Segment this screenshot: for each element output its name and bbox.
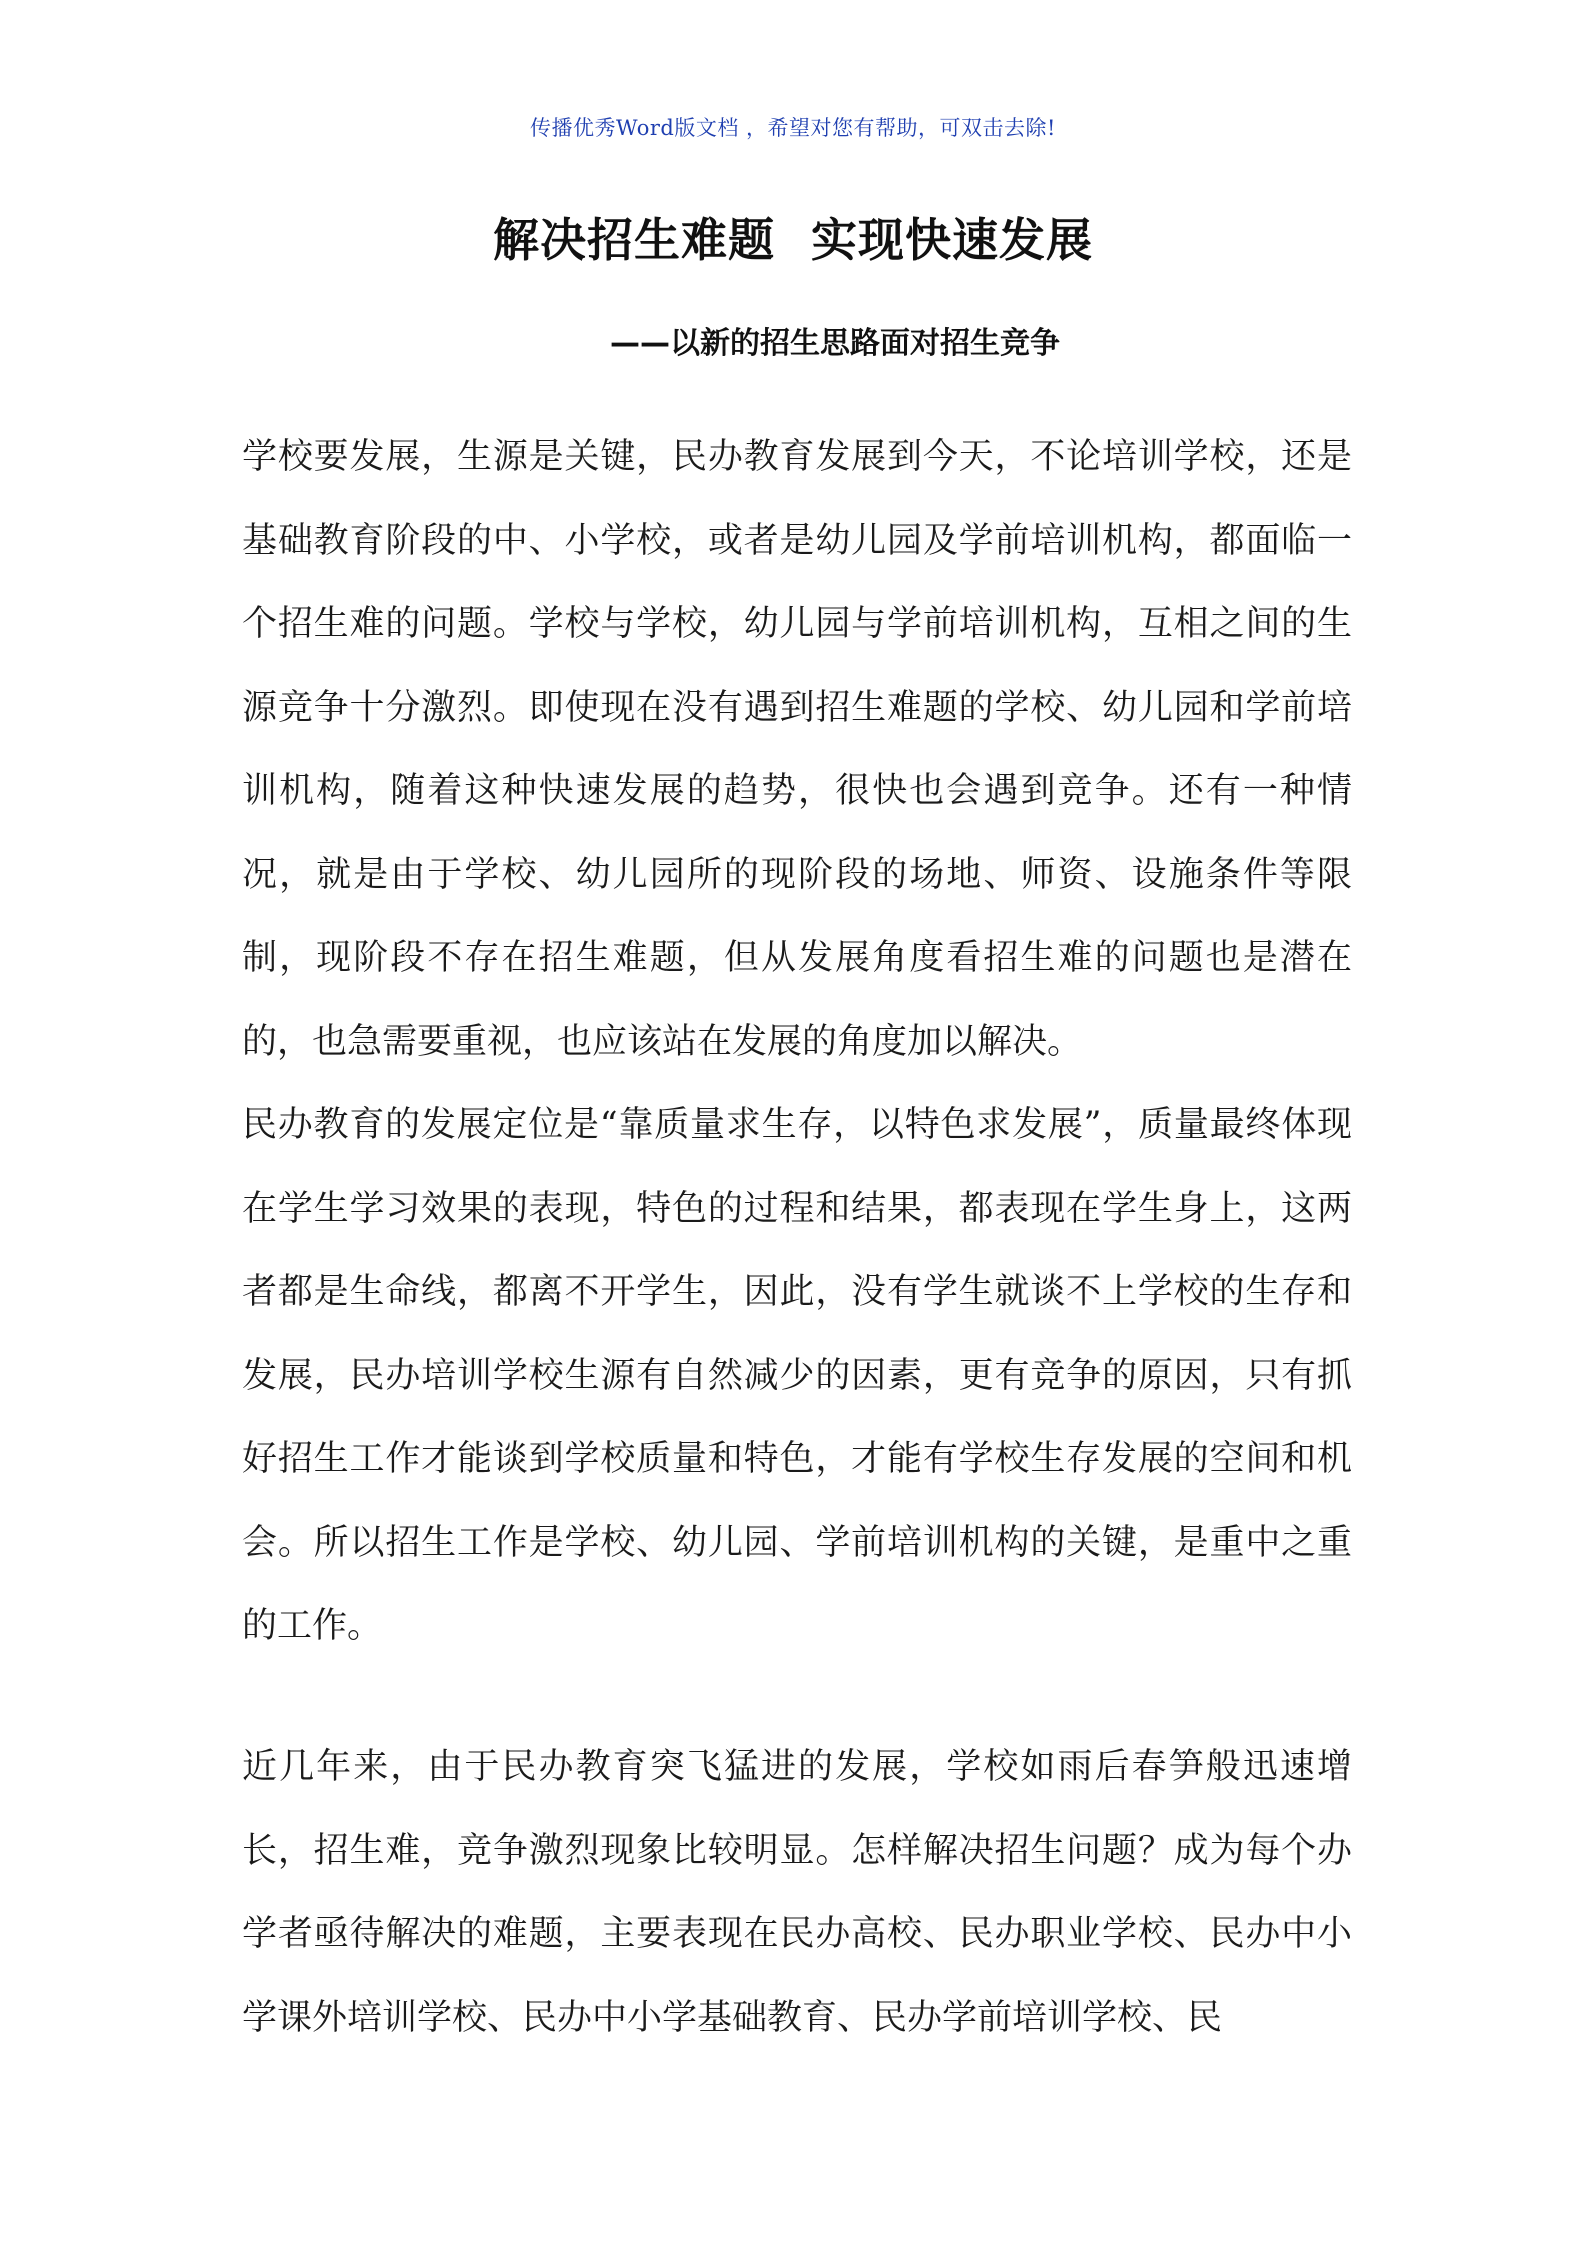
document-title [0, 204, 1586, 270]
title-part-1: 解决招生难题 [493, 213, 775, 267]
title-part-2: 实现快速发展 [811, 213, 1093, 267]
document-subtitle: ——以新的招生思路面对招生竞争 [610, 326, 1060, 361]
paragraph-2: 民办教育的发展定位是“靠质量求生存，以特色求发展”，质量最终体现在学生学习效果的表现，特色的过程和结果，都表现在学生身上，这两者都是生命线，都离不开学生，因此，没有学生就谈不上学校的生存和发展，民办培训学校生源有自然减少的因素，更有竞争的原因，只有抓好招生工作才能谈到学校质量和特色，才能有学校生存发展的空间和机会。所以招生工作是学校、幼儿园、学前培训机构的关键，是重中之重的工作。 [242, 1105, 1352, 1646]
header-note[interactable]: 传播优秀Word版文档 ，希望对您有帮助，可双击去除! [530, 116, 1056, 140]
paragraph-3: 近几年来，由于民办教育突飞猛进的发展，学校如雨后春笋般迅速增长，招生难，竞争激烈现象比较明显。怎样解决招生问题？成为每个办学者亟待解决的难题，主要表现在民办高校、民办职业学校、民办中小学课外培训学校、民办中小学基础教育、民办学前培训学校、民 [242, 1747, 1352, 2038]
paragraph-1: 学校要发展，生源是关键，民办教育发展到今天，不论培训学校，还是基础教育阶段的中、小学校，或者是幼儿园及学前培训机构，都面临一个招生难的问题。学校与学校，幼儿园与学前培训机构，互相之间的生源竞争十分激烈。即使现在没有遇到招生难题的学校、幼儿园和学前培训机构，随着这种快速发展的趋势，很快也会遇到竞争。还有一种情况，就是由于学校、幼儿园所的现阶段的场地、师资、设施条件等限制，现阶段不存在招生难题，但从发展角度看招生难的问题也是潜在的，也急需要重视，也应该站在发展的角度加以解决。 [242, 437, 1352, 1062]
